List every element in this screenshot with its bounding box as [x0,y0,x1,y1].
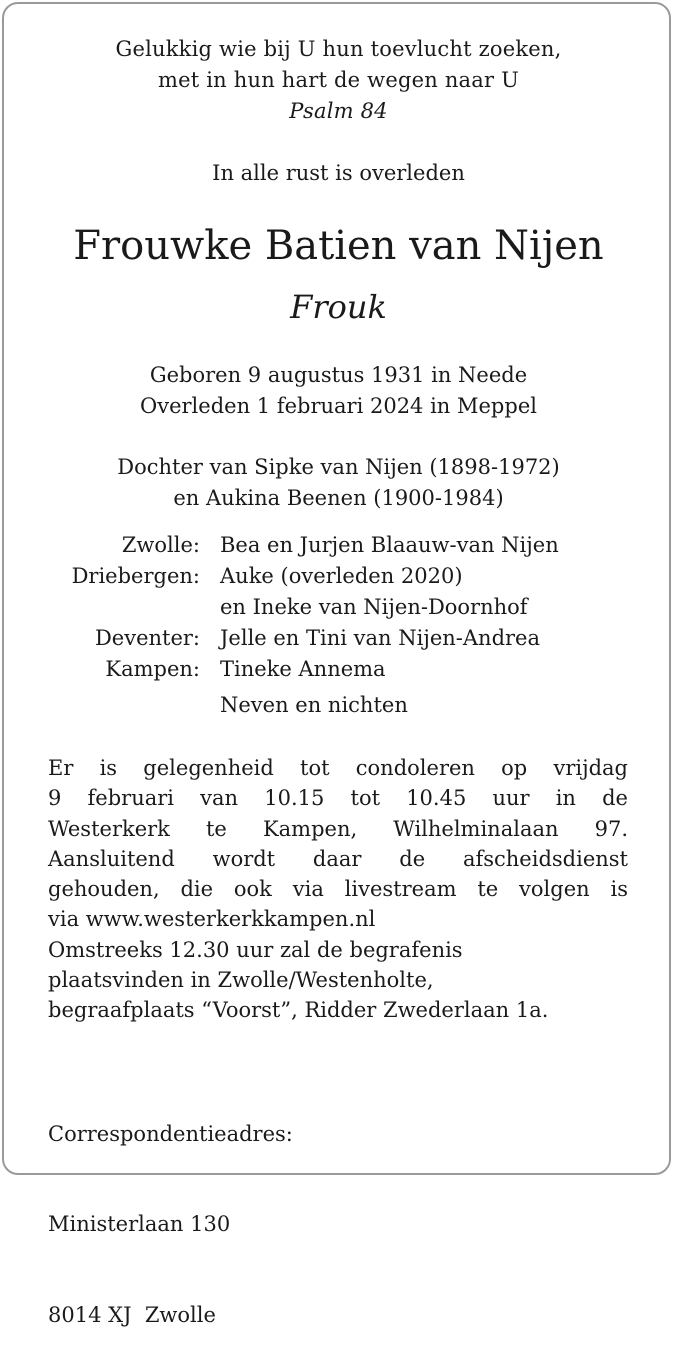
address-city: 8014 XJ Zwolle [48,1303,216,1328]
parents-line-1: Dochter van Sipke van Nijen (1898-1972) [117,455,560,479]
parents-block [0,452,677,514]
address-label: Correspondentieadres: [48,1121,293,1146]
deceased-name: Frouwke Batien van Nijen [73,223,604,269]
verse-block [0,34,677,127]
family-place: Driebergen: [71,564,200,588]
verse-line-2: met in hun hart de wegen naar U [157,68,520,92]
family-place: Zwolle: [121,533,200,557]
deceased-nickname: Frouk [290,288,387,326]
condolence-line: begraafplaats “Voorst”, Ridder Zwederlaan 1a. [48,998,549,1023]
family-names: Bea en Jurjen Blaauw-van Nijen [220,533,559,557]
family-list [0,530,677,685]
family-names: Auke (overleden 2020) [220,564,463,588]
condolence-line: Er is gelegenheid tot condoleren op vrijdag [48,756,628,780]
family-row [0,623,677,654]
verse-line-1: Gelukkig wie bij U hun toevlucht zoeken, [115,37,562,61]
family-place: Deventer: [94,626,200,650]
address-street: Ministerlaan 130 [48,1212,231,1237]
relatives-line: Neven en nichten [220,693,408,717]
family-place: Kampen: [105,657,200,681]
family-names: en Ineke van Nijen-Doornhof [220,595,528,619]
condolence-line: Westerkerk te Kampen, Wilhelminalaan 97. [48,816,628,841]
family-row [0,654,677,685]
death-line: Overleden 1 februari 2024 in Meppel [140,394,537,418]
intro-text: In alle rust is overleden [212,161,465,185]
family-names: Tineke Annema [220,657,386,681]
family-names: Jelle en Tini van Nijen-Andrea [220,626,541,650]
condolence-line: plaatsvinden in Zwolle/Westenholte, [48,968,434,993]
condolence-line: 9 februari van 10.15 tot 10.45 uur in de [48,786,628,811]
condolence-line: gehouden, die ook via livestream te volgen is [48,877,628,902]
condolence-line: Aansluitend wordt daar de afscheidsdienst [48,846,628,871]
family-row [0,592,677,623]
condolence-paragraph [48,753,628,1026]
correspondence-address [48,1058,293,1361]
condolence-line: via www.westerkerkkampen.nl [48,907,376,932]
verse-reference: Psalm 84 [289,99,388,123]
condolence-line: Omstreeks 12.30 uur zal de begrafenis [48,937,463,962]
parents-line-2: en Aukina Beenen (1900-1984) [173,486,504,510]
life-dates [0,360,677,422]
family-row [0,561,677,592]
family-row [0,530,677,561]
birth-line: Geboren 9 augustus 1931 in Neede [149,363,528,387]
